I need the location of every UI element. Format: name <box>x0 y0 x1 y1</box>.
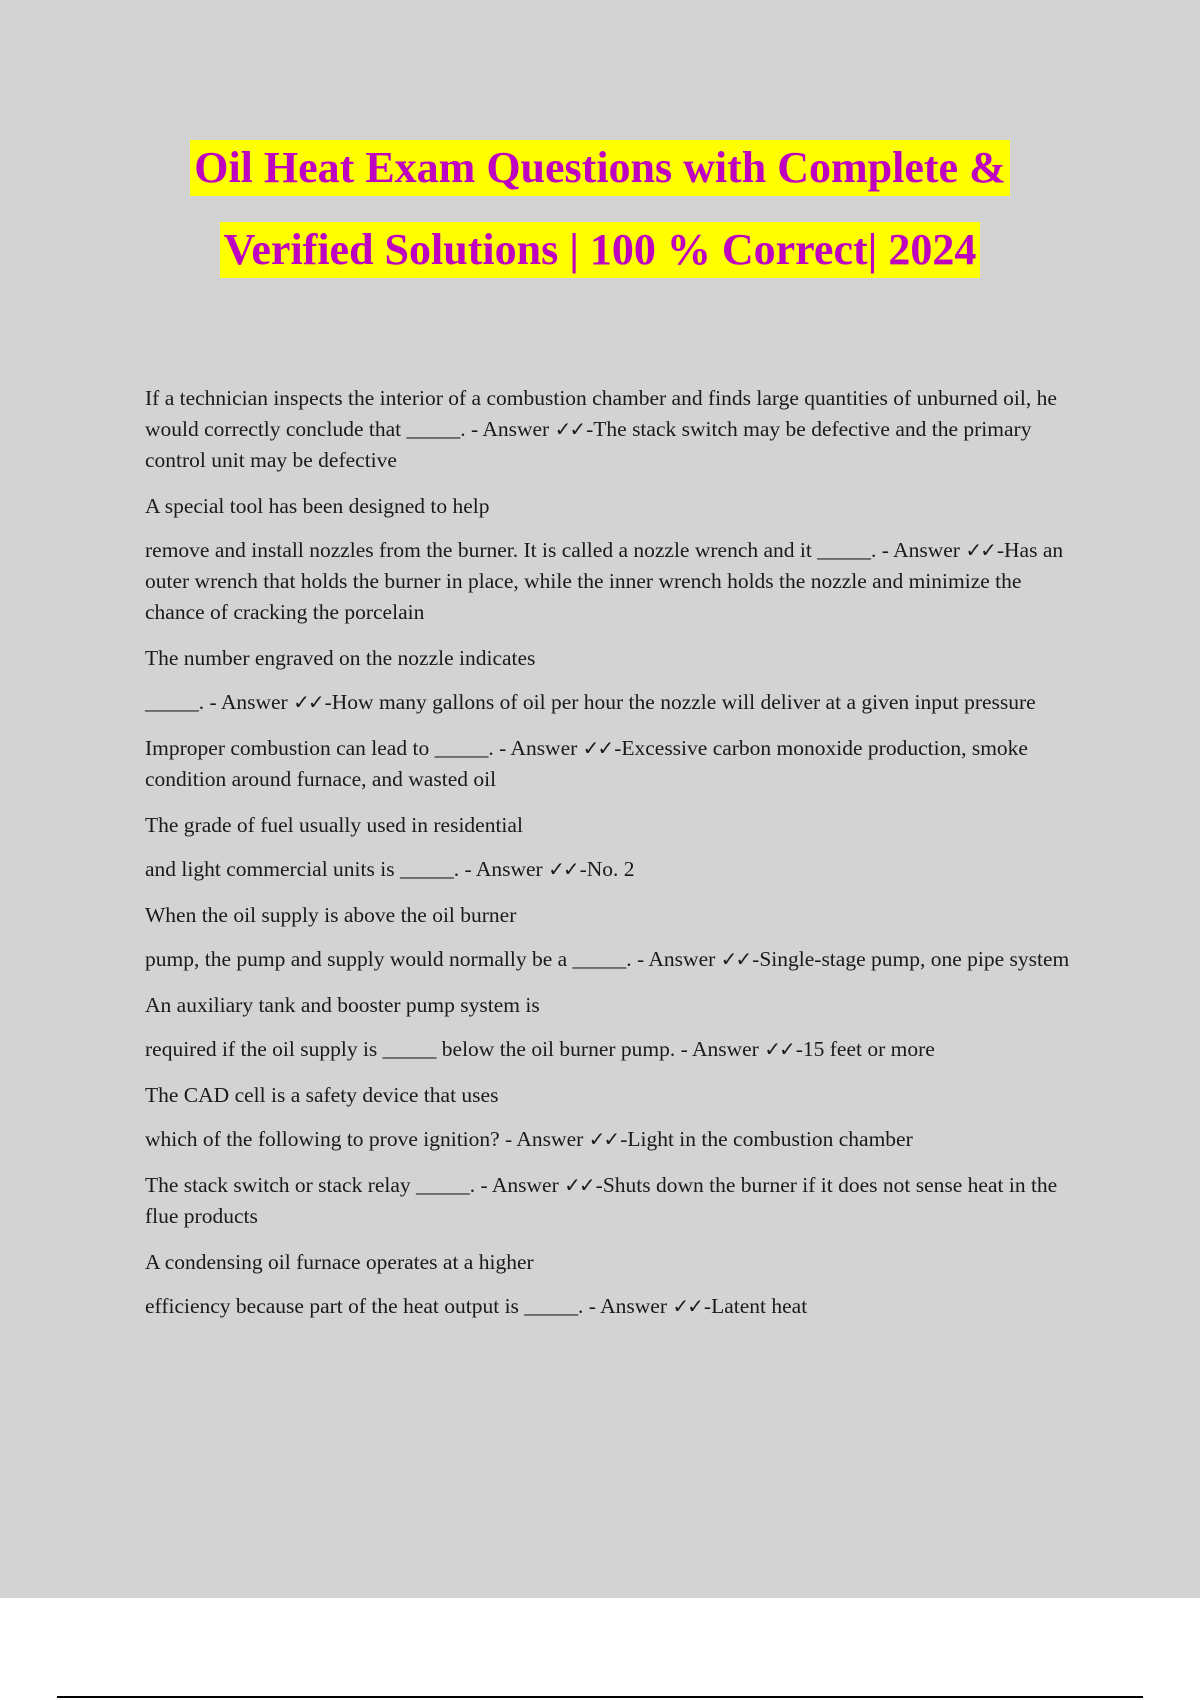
double-check-icon: ✓✓ <box>582 736 613 760</box>
bottom-divider <box>57 1696 1143 1698</box>
question-text: Improper combustion can lead to _____. - Answer <box>145 736 583 760</box>
question-text: _____. - Answer <box>145 690 294 714</box>
question-text: and light commercial units is _____. - Answer <box>145 857 549 881</box>
question-text: efficiency because part of the heat output is _____. - Answer <box>145 1294 673 1318</box>
question-paragraph <box>145 900 1080 931</box>
answer-text: -How many gallons of oil per hour the nozzle will deliver at a given input pressure <box>324 690 1036 714</box>
double-check-icon: ✓✓ <box>293 690 323 714</box>
question-paragraph <box>145 1247 1080 1278</box>
qa-paragraph <box>145 383 1080 476</box>
qa-paragraph <box>145 1170 1080 1232</box>
qa-paragraph <box>145 535 1080 628</box>
question-paragraph <box>145 810 1080 841</box>
answer-text: -Shuts down the burner if it does not sense heat in the flue products <box>145 1173 1058 1228</box>
answer-text: -The stack switch may be defective and the primary control unit may be defective <box>145 417 1032 472</box>
document-title <box>0 140 1200 278</box>
question-paragraph <box>145 990 1080 1021</box>
answer-text: -No. 2 <box>579 857 635 881</box>
question-text: pump, the pump and supply would normally be a _____. - Answer <box>145 947 721 971</box>
answer-text: -Single-stage pump, one pipe system <box>752 947 1070 971</box>
question-text: A special tool has been designed to help <box>145 494 490 518</box>
double-check-icon: ✓✓ <box>720 947 751 971</box>
title-line-1: Oil Heat Exam Questions with Complete & <box>190 140 1010 196</box>
answer-text: -15 feet or more <box>795 1037 935 1061</box>
qa-paragraph <box>145 1034 1080 1065</box>
double-check-icon: ✓✓ <box>588 1127 619 1151</box>
answer-text: -Latent heat <box>703 1294 808 1318</box>
qa-paragraph <box>145 1124 1080 1155</box>
question-text: The stack switch or stack relay _____. - Answer <box>145 1173 565 1197</box>
double-check-icon: ✓✓ <box>554 417 585 441</box>
question-text: If a technician inspects the interior of a combustion chamber and finds large quantities of unburned oil, he would correctly conclude that _____. - Answer <box>145 386 1057 441</box>
question-text: A condensing oil furnace operates at a higher <box>145 1250 534 1274</box>
double-check-icon: ✓✓ <box>564 1173 594 1197</box>
double-check-icon: ✓✓ <box>672 1294 702 1318</box>
qa-paragraph <box>145 1291 1080 1322</box>
double-check-icon: ✓✓ <box>764 1037 794 1061</box>
answer-text: -Light in the combustion chamber <box>620 1127 913 1151</box>
question-text: When the oil supply is above the oil burner <box>145 903 517 927</box>
document-body <box>145 383 1080 1337</box>
question-text: An auxiliary tank and booster pump system is <box>145 993 540 1017</box>
title-line-2: Verified Solutions | 100 % Correct| 2024 <box>220 222 981 278</box>
question-paragraph <box>145 1080 1080 1111</box>
question-text: which of the following to prove ignition? - Answer <box>145 1127 589 1151</box>
question-text: The CAD cell is a safety device that uses <box>145 1083 499 1107</box>
qa-paragraph <box>145 687 1080 718</box>
answer-text: -Excessive carbon monoxide production, smoke condition around furnace, and wasted oil <box>145 736 1028 791</box>
question-paragraph <box>145 491 1080 522</box>
question-text: remove and install nozzles from the burner. It is called a nozzle wrench and it _____. - Answer <box>145 538 966 562</box>
qa-paragraph <box>145 944 1080 975</box>
question-text: The number engraved on the nozzle indicates <box>145 646 536 670</box>
question-text: required if the oil supply is _____ below the oil burner pump. - Answer <box>145 1037 765 1061</box>
qa-paragraph <box>145 854 1080 885</box>
question-paragraph <box>145 643 1080 674</box>
question-text: The grade of fuel usually used in residential <box>145 813 523 837</box>
qa-paragraph <box>145 733 1080 795</box>
double-check-icon: ✓✓ <box>965 538 995 562</box>
double-check-icon: ✓✓ <box>548 857 578 881</box>
answer-text: -Has an outer wrench that holds the burner in place, while the inner wrench holds the nozzle and minimize the chance of cracking the porcelain <box>145 538 1064 624</box>
